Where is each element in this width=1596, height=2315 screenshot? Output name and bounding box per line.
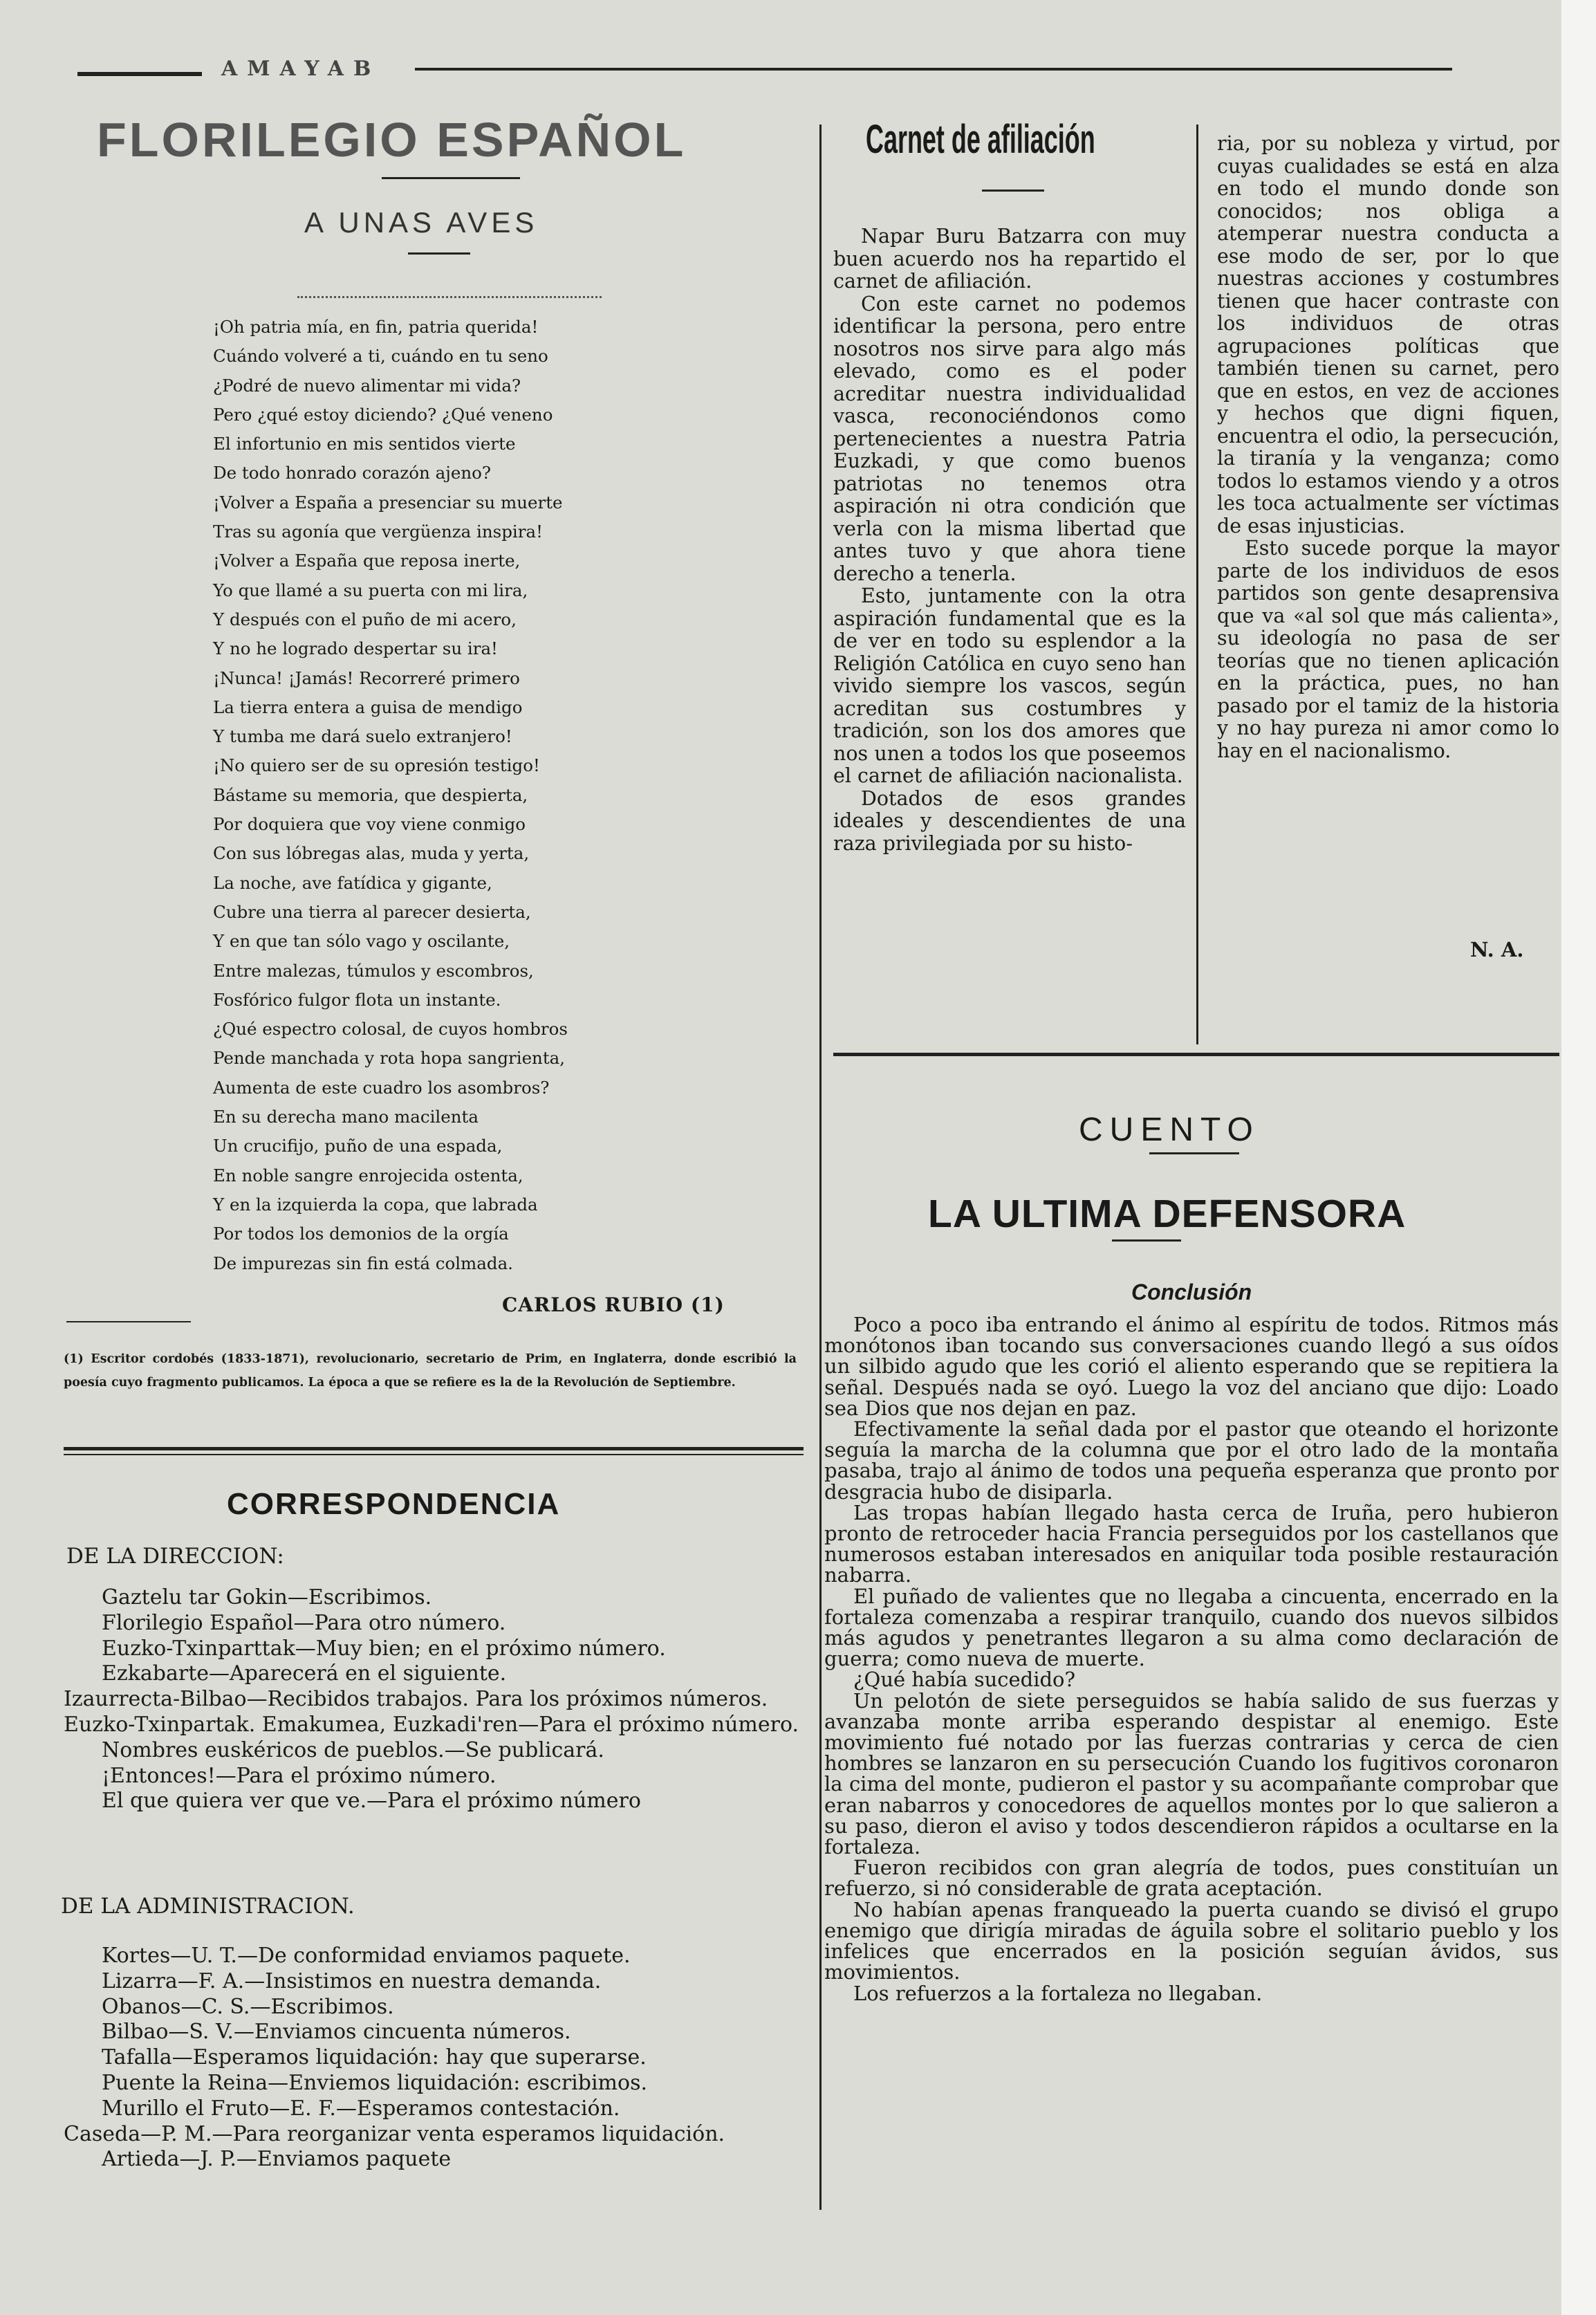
poem-line: Tras su agonía que vergüenza inspira! bbox=[213, 522, 543, 542]
poem-line: Pero ¿qué estoy diciendo? ¿Qué veneno bbox=[213, 404, 553, 425]
poem-line: Un crucifijo, puño de una espada, bbox=[213, 1136, 503, 1156]
section-rule-thin bbox=[64, 1454, 804, 1455]
correspondence-item: Murillo el Fruto—E. F.—Esperamos contestación. bbox=[102, 2096, 620, 2121]
poem-line: Y no he logrado despertar su ira! bbox=[213, 638, 498, 659]
running-title: AMAYAB bbox=[221, 57, 381, 81]
poem-line: Cuándo volveré a ti, cuándo en tu seno bbox=[213, 346, 548, 367]
poem bbox=[213, 313, 815, 1278]
article-paragraph: ria, por su nobleza y virtud, por cuyas cualidades se está en alza en todo el mundo donde son conocidos; nos obliga a atemperar nuestra conducta a ese modo de ser, por lo que nuestras acciones y costumbres tienen que hacer contraste con los individuos de otras agrupaciones políticas que también tienen su carnet, pero que en estos, en vez de acciones y hechos que digni fiquen, encuentra el odio, la persecución, la tiranía y la venganza; como todos lo estamos viendo y a otros les toca actualmente ser víctimas de esas injusticias. bbox=[1217, 132, 1559, 537]
story-paragraph: Un pelotón de siete perseguidos se había salido de sus fuerzas y avanzaba monte arriba esperando despistar al enemigo. Este movimiento fué notado por las fuerzas contrarias y cerca de cien hombres se lanzaron en su persecución Cuando los fugitivos coronaron la cima del monte, pudieron el pastor y su acompañante comprobar que eran nabarros y conocedores de aquellos montes por lo que salieron a su paso, dieron el aviso y todos descendieron rápidos a ocultarse en la fortaleza. bbox=[824, 1688, 1559, 1859]
direccion-list bbox=[64, 1585, 800, 1814]
correspondence-item: Artieda—J. P.—Enviamos paquete bbox=[102, 2147, 452, 2172]
poem-line: Yo que llamé a su puerta con mi lira, bbox=[213, 580, 528, 600]
poem-line: Y tumba me dará suelo extranjero! bbox=[213, 726, 512, 747]
correspondence-item: Florilegio Español—Para otro número. bbox=[102, 1610, 506, 1635]
administracion-list bbox=[64, 1944, 800, 2173]
article-paragraph: Napar Buru Batzarra con muy buen acuerdo nos ha repartido el carnet de afiliación. bbox=[833, 225, 1186, 293]
poem-line: Y en la izquierda la copa, que labrada bbox=[213, 1194, 538, 1215]
story-paragraph: Fueron recibidos con gran alegría de todos, pues constituían un refuerzo, si nó considerable de grata aceptación. bbox=[824, 1856, 1559, 1901]
cuento-kicker: CUENTO bbox=[1079, 1112, 1260, 1148]
header-rule-left bbox=[77, 72, 202, 76]
correspondence-item: Tafalla—Esperamos liquidación: hay que superarse. bbox=[102, 2045, 647, 2070]
poem-line: Entre malezas, túmulos y escombros, bbox=[213, 960, 534, 981]
poem-line: La noche, ave fatídica y gigante, bbox=[213, 872, 492, 893]
poem-title-rule bbox=[408, 252, 470, 255]
correspondence-item: Kortes—U. T.—De conformidad enviamos paquete. bbox=[102, 1944, 631, 1968]
story-paragraph: No habían apenas franqueado la puerta cuando se divisó el grupo enemigo que dirigía miradas de águila sobre el solitario pueblo y los infelices que encerrados en la posición seguían ávidos, sus movimientos. bbox=[824, 1897, 1559, 1984]
correspondence-item: Euzko-Txinparttak—Muy bien; en el próximo número. bbox=[102, 1636, 666, 1661]
carnet-column-2 bbox=[1217, 133, 1559, 762]
poem-line: ¡Volver a España a presenciar su muerte bbox=[213, 492, 563, 513]
poem-line: De todo honrado corazón ajeno? bbox=[213, 463, 491, 483]
article-paragraph: Esto, juntamente con la otra aspiración fundamental que es la de ver en todo su esplendor a la Religión Católica en cuyo seno han vivido siempre los vascos, según acreditan sus costumbres y tradición, son los dos amores que nos unen a todos los que poseemos el carnet de afiliación nacionalista. bbox=[833, 584, 1186, 787]
correspondence-item: Lizarra—F. A.—Insistimos en nuestra demanda. bbox=[102, 1968, 602, 1993]
cuento-top-rule bbox=[833, 1053, 1559, 1056]
correspondence-item: Izaurrecta-Bilbao—Recibidos trabajos. Para los próximos números. bbox=[64, 1687, 768, 1712]
correspondence-item: Nombres euskéricos de pueblos.—Se publicará. bbox=[102, 1737, 604, 1762]
story-title-rule bbox=[1112, 1239, 1181, 1242]
poem-line: ¿Qué espectro colosal, de cuyos hombros bbox=[213, 1019, 568, 1040]
poem-line: ¡Oh patria mía, en fin, patria querida! bbox=[213, 317, 539, 337]
poem-line: En su derecha mano macilenta bbox=[213, 1107, 479, 1127]
correspondence-item: Caseda—P. M.—Para reorganizar venta esperamos liquidación. bbox=[64, 2121, 725, 2146]
poem-line: Y después con el puño de mi acero, bbox=[213, 609, 517, 629]
direccion-heading: DE LA DIRECCION: bbox=[66, 1544, 284, 1569]
story-subtitle: Conclusión bbox=[1131, 1280, 1252, 1304]
column-divider-carnet bbox=[1196, 124, 1198, 1044]
story-paragraph: Poco a poco iba entrando el ánimo al espíritu de todos. Ritmos más monótonos iban tocando sus conversaciones cuando llegó a sus oídos un silbido agudo que les corió el aliento esperando que se repitiera la señal. Después nada se oyó. Luego la voz del anciano que dijo: Loado sea Dios que nos dejan en paz. bbox=[824, 1313, 1559, 1420]
section-rule-thick bbox=[64, 1447, 804, 1450]
carnet-signature: N. A. bbox=[1470, 938, 1524, 961]
poem-line: Y en que tan sólo vago y oscilante, bbox=[213, 931, 510, 952]
correspondencia-title: CORRESPONDENCIA bbox=[227, 1487, 561, 1521]
poem-line: Pende manchada y rota hopa sangrienta, bbox=[213, 1048, 566, 1069]
correspondence-item: Puente la Reina—Enviemos liquidación: escribimos. bbox=[102, 2070, 647, 2095]
carnet-title-rule bbox=[982, 190, 1044, 192]
poem-line: ¡No quiero ser de su opresión testigo! bbox=[213, 755, 540, 776]
florilegio-title-rule bbox=[382, 177, 520, 179]
carnet-column-1 bbox=[833, 225, 1186, 855]
correspondence-item: Gaztelu tar Gokin—Escribimos. bbox=[102, 1585, 432, 1610]
poem-line: ¡Nunca! ¡Jamás! Recorreré primero bbox=[213, 667, 520, 688]
poem-dotted-rule bbox=[297, 296, 602, 298]
story-paragraph: Las tropas habían llegado hasta cerca de Iruña, pero hubieron pronto de retroceder hacia Francia perseguidos por los castellanos que numerosos estaban interesados en aniquilar toda posible restauración nabarra. bbox=[824, 1500, 1559, 1587]
correspondence-item: Bilbao—S. V.—Enviamos cincuenta números. bbox=[102, 2020, 571, 2045]
story-body bbox=[824, 1314, 1559, 2004]
article-paragraph: Esto sucede porque la mayor parte de los individuos de esos partidos son gente desaprensiva que va «al sol que más calienta», su ideología no pasa de ser teorías que no tienen aplicación en la práctica, pues, no han pasado por el tamiz de la historia y no hay pureza ni amor como lo hay en el nacionalismo. bbox=[1217, 537, 1559, 762]
correspondence-item: ¡Entonces!—Para el próximo número. bbox=[102, 1763, 497, 1788]
poem-line: Con sus lóbregas alas, muda y yerta, bbox=[213, 843, 530, 864]
scan-edge bbox=[1561, 0, 1596, 2315]
story-paragraph: Los refuerzos a la fortaleza no llegaban. bbox=[853, 1981, 1263, 2005]
column-divider-main bbox=[819, 124, 822, 1162]
poem-line: En noble sangre enrojecida ostenta, bbox=[213, 1165, 523, 1186]
poem-line: De impurezas sin fin está colmada. bbox=[213, 1253, 513, 1273]
cuento-kicker-rule bbox=[1149, 1152, 1239, 1154]
poem-author: CARLOS RUBIO (1) bbox=[502, 1293, 725, 1316]
header-rule-right bbox=[415, 68, 1452, 71]
poem-line: La tierra entera a guisa de mendigo bbox=[213, 697, 523, 717]
poem-line: Por todos los demonios de la orgía bbox=[213, 1224, 509, 1244]
poem-line: Cubre una tierra al parecer desierta, bbox=[213, 901, 531, 922]
column-divider-cuento bbox=[819, 1055, 822, 2210]
administracion-heading: DE LA ADMINISTRACION. bbox=[61, 1894, 355, 1919]
florilegio-title: FLORILEGIO ESPAÑOL bbox=[97, 113, 687, 167]
correspondence-item: Euzko-Txinpartak. Emakumea, Euzkadi'ren—Para el próximo número. bbox=[64, 1712, 799, 1737]
poem-line: Bástame su memoria, que despierta, bbox=[213, 784, 528, 805]
poem-line: Fosfórico fulgor flota un instante. bbox=[213, 989, 501, 1010]
article-paragraph: Con este carnet no podemos identificar la persona, pero entre nosotros nos sirve para algo más elevado, como es el poder acreditar nuestra individualidad vasca, reconociéndonos como pertenecientes a nuestra Patria Euzkadi, y que como buenos patriotas no tenemos otra aspiración ni otra condición que verla con la misma libertad que antes tuvo y que ahora tiene derecho a tenerla. bbox=[833, 292, 1186, 585]
poem-line: Por doquiera que voy viene conmigo bbox=[213, 814, 526, 835]
story-title: LA ULTIMA DEFENSORA bbox=[928, 1192, 1407, 1236]
correspondence-item: Obanos—C. S.—Escribimos. bbox=[102, 1994, 394, 2019]
article-paragraph: Dotados de esos grandes ideales y descendientes de una raza privilegiada por su histo- bbox=[833, 786, 1186, 855]
poem-title: A UNAS AVES bbox=[304, 206, 539, 239]
story-paragraph: El puñado de valientes que no llegaba a cincuenta, encerrado en la fortaleza comenzaba a respirar tranquilo, cuando dos nuevos silbidos más agudos y penetrantes llegaron a su alma como declaración de guerra; como nueva de muerte. bbox=[824, 1584, 1559, 1671]
story-paragraph: Efectivamente la señal dada por el pastor que oteando el horizonte seguía la marcha de la columna que por el otro lado de la montaña pasaba, trajo al ánimo de todos una pequeña esperanza que pronto por desgracia hubo de disiparla. bbox=[824, 1417, 1559, 1504]
poem-line: ¿Podré de nuevo alimentar mi vida? bbox=[213, 375, 521, 396]
poem-line: ¡Volver a España que reposa inerte, bbox=[213, 551, 521, 571]
poem-line: El infortunio en mis sentidos vierte bbox=[213, 434, 516, 454]
carnet-title: Carnet de afiliación bbox=[866, 117, 1095, 162]
correspondence-item: Ezkabarte—Aparecerá en el siguiente. bbox=[102, 1661, 507, 1686]
poem-line: Aumenta de este cuadro los asombros? bbox=[213, 1077, 550, 1098]
correspondence-item: El que quiera ver que ve.—Para el próximo número bbox=[102, 1789, 641, 1814]
footnote: (1) Escritor cordobés (1833-1871), revolucionario, secretario de Prim, en Inglaterra, donde escribió la poesía cuyo fragmento publicamos. La época a que se refiere es la de la Revolución de Septiembre. bbox=[64, 1352, 797, 1390]
footnote-rule bbox=[66, 1321, 191, 1322]
story-paragraph: ¿Qué había sucedido? bbox=[853, 1668, 1076, 1692]
